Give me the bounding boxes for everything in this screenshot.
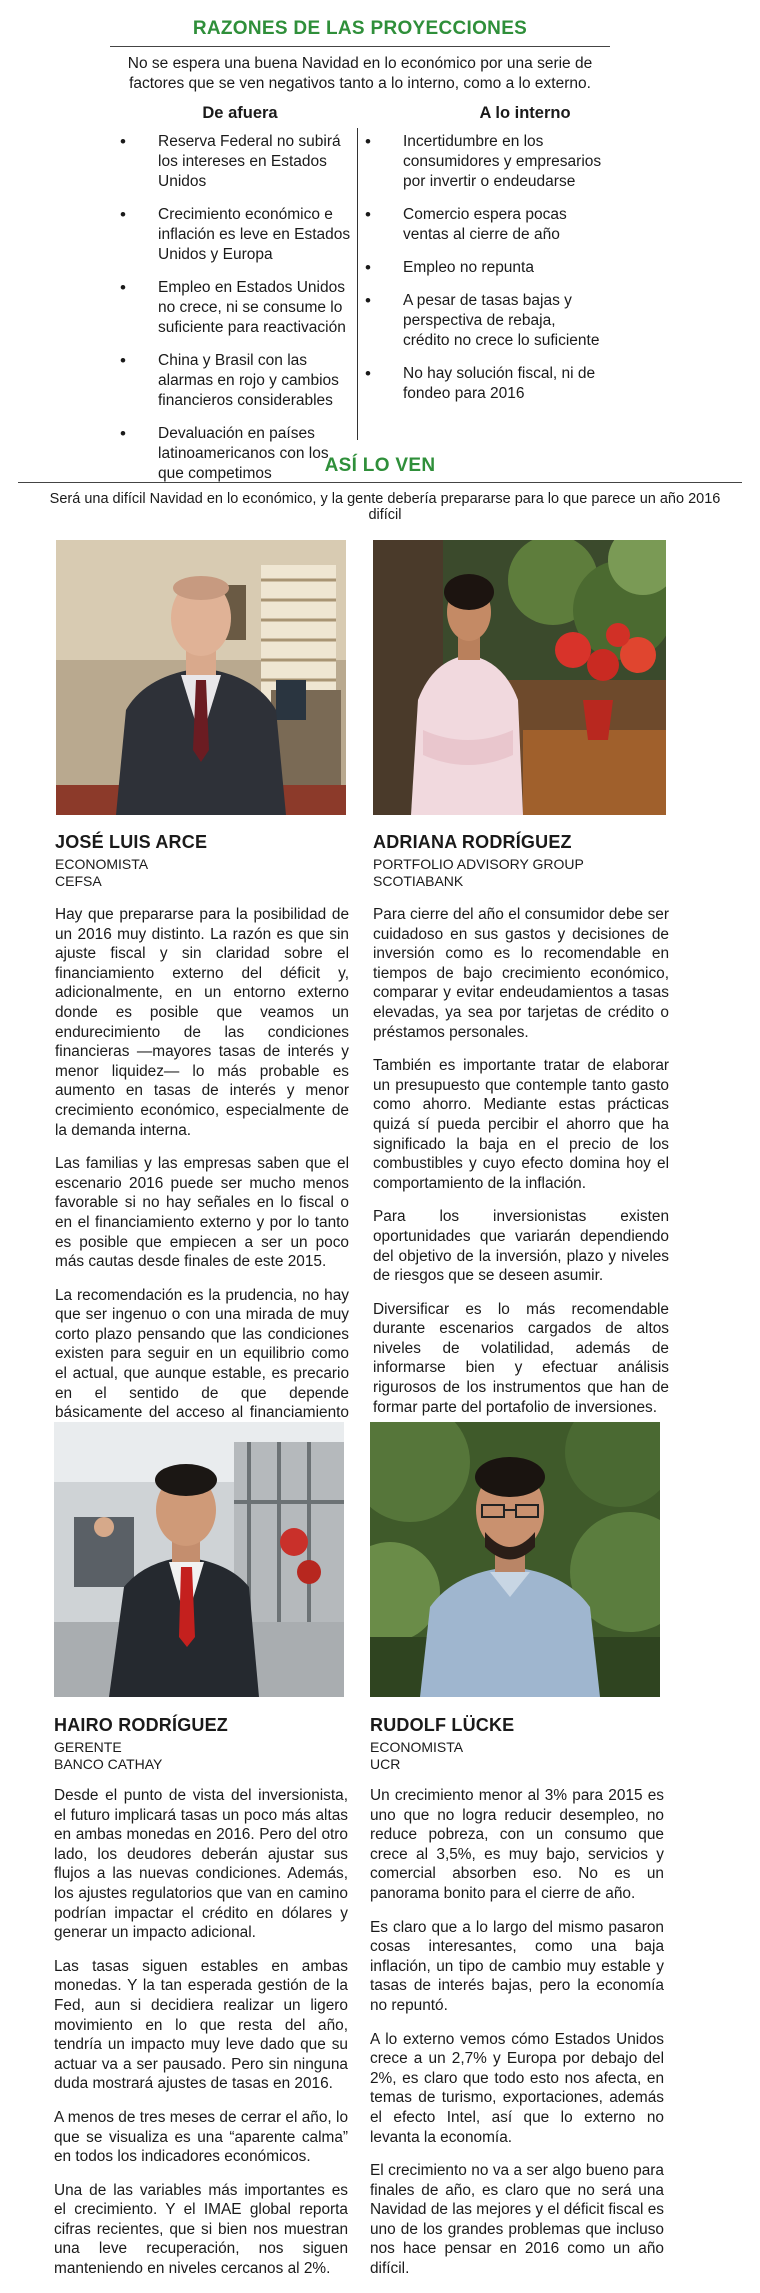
person-org: SCOTIABANK <box>373 873 464 889</box>
bullet-icon: • <box>365 291 371 310</box>
column-heading-de-afuera: De afuera <box>202 104 278 122</box>
list-item: • Empleo en Estados Unidos no crece, ni se consume lo suficiente para reactivación <box>120 278 346 336</box>
paragraph: Las tasas siguen estables en ambas monedas. Y la tan esperada gestión de la Fed, aun si decidiera realizar un ligero movimiento en lo que resta del año, tendría un impacto muy leve dado que su actuar va a ser pausado. Pero sin ninguna duda mostrará ajustes de tasas en 2016. <box>54 1957 348 2093</box>
bullet-icon: • <box>365 132 371 151</box>
list-item: • China y Brasil con las alarmas en rojo y cambios financieros considerables <box>120 351 339 409</box>
person-role: ECONOMISTA <box>55 856 149 872</box>
list-de-afuera <box>120 132 352 497</box>
portrait-photo-rudolf-lucke <box>370 1422 660 1697</box>
person-role: GERENTE <box>54 1739 122 1755</box>
person-name: ADRIANA RODRÍGUEZ <box>373 832 572 852</box>
list-item: • Reserva Federal no subirá los intereses en Estados Unidos <box>120 132 341 190</box>
paragraph: Diversificar es lo más recomendable durante escenarios cargados de altos niveles de volatilidad, además de informarse bien y efectuar análisis rigurosos de los instrumentos que han de formar parte del portafolio de inversiones. <box>373 1300 669 1416</box>
person-commentary <box>55 905 349 1456</box>
title-underline <box>110 46 610 47</box>
person-org: UCR <box>370 1756 401 1772</box>
list-item: • Incertidumbre en los consumidores y empresarios por invertir o endeudarse <box>365 132 602 190</box>
section-title-asi-lo-ven: ASÍ LO VEN <box>324 455 436 476</box>
person-commentary <box>54 1786 348 2293</box>
paragraph: La recomendación es la prudencia, no hay que ser ingenuo o con una mirada de muy corto plazo pensando que las condiciones existen para seguir en un equilibrio como el actual, que aunque estable, es precario en el sentido de que depende básicamente del acceso al financiamiento <box>55 1286 349 1422</box>
bullet-icon: • <box>120 351 126 370</box>
bullet-icon: • <box>365 205 371 224</box>
paragraph: Desde el punto de vista del inversionista, el futuro implicará tasas un poco más altas en ambas monedas en 2016. Pero del otro lado, los deudores deberán ajustar sus flujos a las nuevas condiciones. Además, los ajustes regulatorios que van en camino podrían impactar el crédito en dólares y generar un impacto adicional. <box>54 1787 348 1942</box>
list-a-lo-interno <box>365 132 605 417</box>
list-item: • Comercio espera pocas ventas al cierre de año <box>365 205 567 243</box>
portrait-photo-hairo-rodriguez <box>54 1422 344 1697</box>
paragraph: Para cierre del año el consumidor debe ser cuidadoso en sus gastos y decisiones de inversión como es lo recomendable en tiempos de bajo crecimiento económico, comparar y evitar endeudamientos a tasas elevadas, ya sea por tarjetas de crédito o préstamos personales. <box>373 906 669 1041</box>
paragraph: Una de las variables más importantes es el crecimiento. Y el IMAE global reporta cifras recientes, que si bien nos muestran una leve recuperación, nos siguen manteniendo en niveles cercanos al 2%. <box>54 2181 348 2278</box>
bullet-icon: • <box>120 205 126 224</box>
paragraph: Las familias y las empresas saben que el escenario 2016 puede ser mucho menos favorable si no hay señales en lo fiscal o en el financiamiento externo y por lo tanto es posible que empiecen a ser un poco más cautas desde finales de este 2015. <box>55 1155 349 1271</box>
paragraph: Para los inversionistas existen oportunidades que variarán dependiendo del objetivo de la inversión, plazo y niveles de riesgos que se deseen asumir. <box>373 1208 669 1285</box>
list-item: • Devaluación en países latinoamericanos con los que competimos <box>120 424 329 482</box>
column-divider <box>357 128 358 440</box>
person-role: ECONOMISTA <box>370 1739 464 1755</box>
list-item: • A pesar de tasas bajas y perspectiva de rebaja, crédito no crece lo suficiente <box>365 291 600 349</box>
section-title-razones: RAZONES DE LAS PROYECCIONES <box>192 18 528 39</box>
razones-intro: No se espera una buena Navidad en lo económico por una serie de factores que se ven negativos tanto a lo interno, como a lo externo. <box>127 55 593 92</box>
portrait-photo-adriana-rodriguez <box>373 540 666 815</box>
paragraph: Un crecimiento menor al 3% para 2015 es uno que no logra reducir desempleo, no reduce pobreza, con un consumo que crece al 3,5%, es muy bajo, servicios y comercial absorben eso. No es un panorama bonito para el cierre de año. <box>370 1787 664 1902</box>
person-commentary <box>373 905 669 1431</box>
paragraph: A menos de tres meses de cerrar el año, lo que se visualiza es una “aparente calma” en todos los indicadores económicos. <box>54 2108 348 2166</box>
person-commentary <box>370 1786 664 2293</box>
person-name: RUDOLF LÜCKE <box>370 1715 515 1735</box>
person-org: BANCO CATHAY <box>54 1756 163 1772</box>
column-heading-a-lo-interno: A lo interno <box>479 104 571 122</box>
person-org: CEFSA <box>55 873 102 889</box>
bullet-icon: • <box>120 424 126 443</box>
asi-lo-ven-intro: Será una difícil Navidad en lo económico, y la gente debería prepararse para lo que parece un año 2016 difícil <box>49 491 721 523</box>
list-item: • Crecimiento económico e inflación es leve en Estados Unidos y Europa <box>120 205 351 263</box>
bullet-icon: • <box>365 364 371 383</box>
paragraph: A lo externo vemos cómo Estados Unidos crece a un 2,7% y Europa por debajo del 2%, es claro que todo esto nos afecta, en temas de turismo, exportaciones, además el efecto Intel, así que lo externo no levanta la economía. <box>370 2030 664 2146</box>
paragraph: Hay que prepararse para la posibilidad de un 2016 muy distinto. La razón es que sin ajuste fiscal y sin claridad sobre el financiamiento externo del déficit y, adicionalmente, en un entorno externo donde es posible que veamos un endurecimiento de las condiciones financieras —mayores tasas de interés y menor liquidez— lo más probable es aumento en tasas de interés y menor crecimiento económico, especialmente de la demanda interna. <box>55 906 349 1139</box>
paragraph: Es claro que a lo largo del mismo pasaron cosas interesantes, como una baja inflación, un tipo de cambio muy estable y tasas de interés bajas, pero la economía no repuntó. <box>370 1918 664 2014</box>
bullet-icon: • <box>365 258 371 277</box>
person-role: PORTFOLIO ADVISORY GROUP <box>373 856 584 872</box>
bullet-icon: • <box>120 278 126 297</box>
person-name: JOSÉ LUIS ARCE <box>55 832 208 852</box>
bullet-icon: • <box>120 132 126 151</box>
paragraph: El crecimiento no va a ser algo bueno para finales de año, es claro que no será una Navidad de las mejores y el déficit fiscal es uno de los grandes problemas que incluso nos hace pensar en 2016 como un año difícil. <box>370 2162 664 2278</box>
person-name: HAIRO RODRÍGUEZ <box>54 1715 228 1735</box>
list-item: • No hay solución fiscal, ni de fondeo para 2016 <box>365 364 596 402</box>
list-item: • Empleo no repunta <box>365 258 534 277</box>
portrait-photo-jose-luis-arce <box>56 540 346 815</box>
section-rule <box>18 482 742 483</box>
paragraph: También es importante tratar de elaborar un presupuesto que contemple tanto gasto como ahorro. Mediante estas prácticas quizá sí pueda percibir el ahorro que ha significado la baja en el precio de los combustibles y cuyo efecto domina hoy el comportamiento de la inflación. <box>373 1057 669 1192</box>
